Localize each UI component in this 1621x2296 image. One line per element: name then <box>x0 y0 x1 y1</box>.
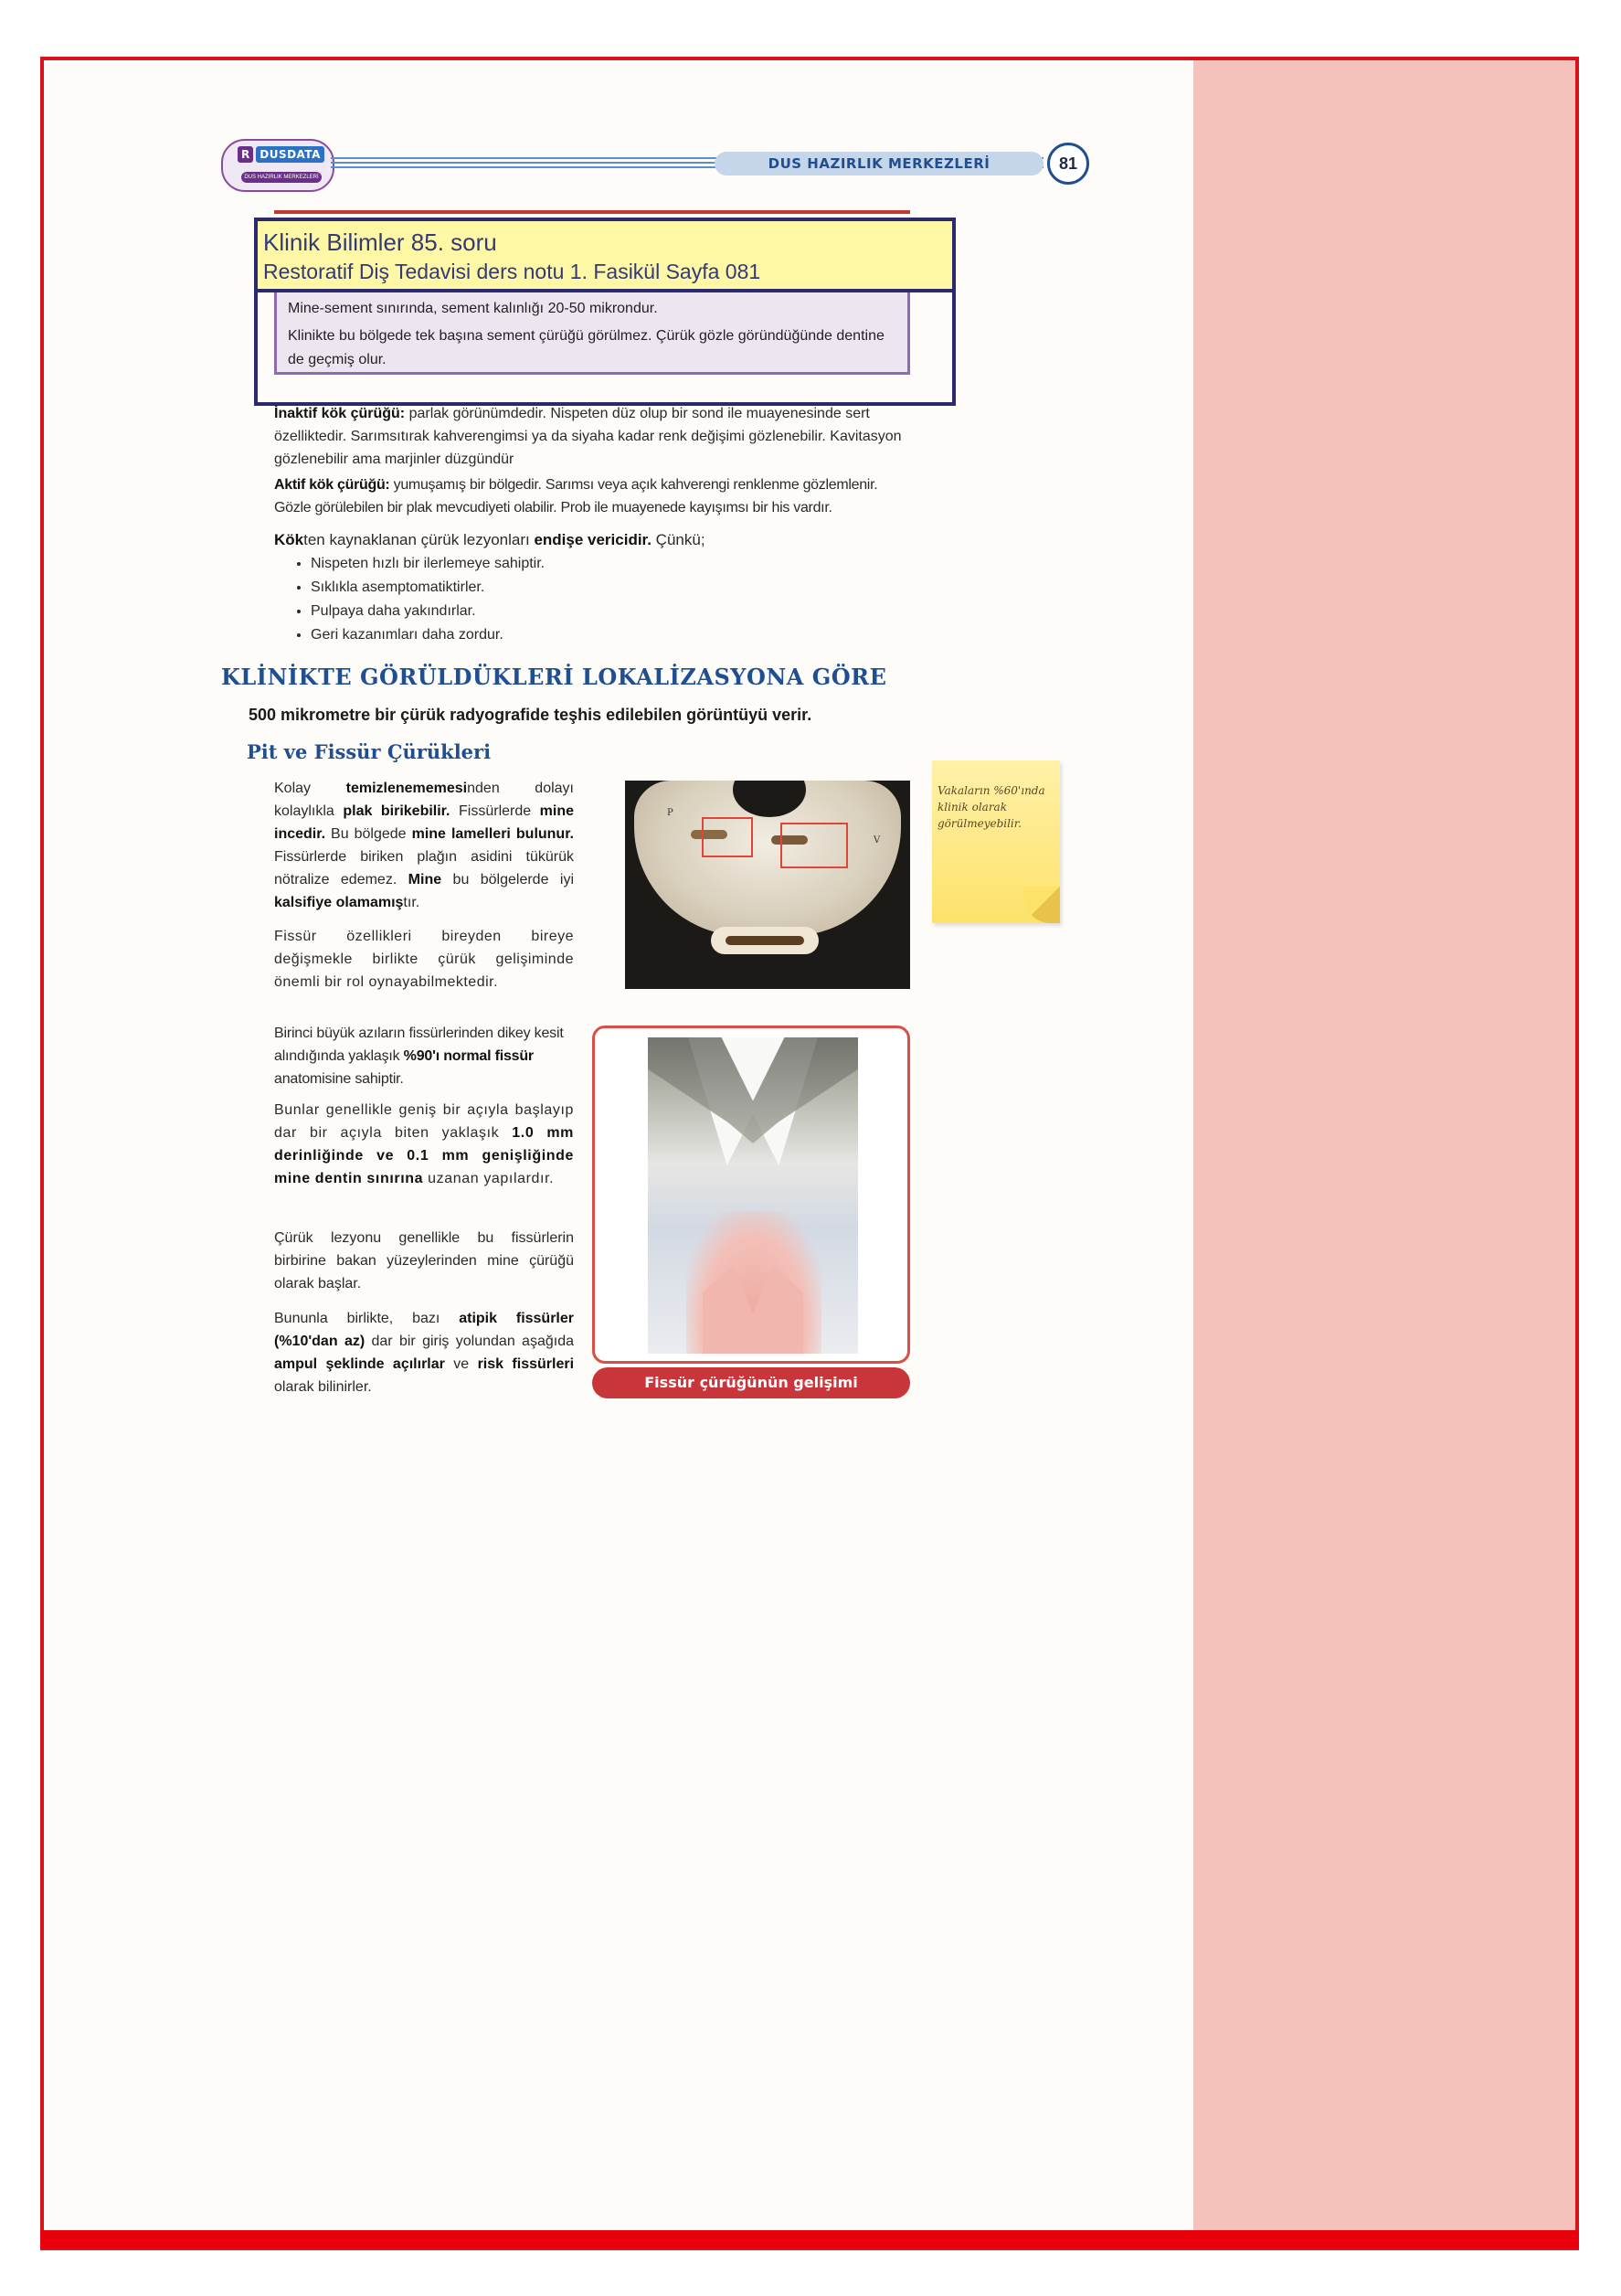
p6g: olarak bilinirler. <box>274 1379 372 1395</box>
p1f: mine incedir. <box>274 803 575 842</box>
box-top-rule <box>274 210 910 214</box>
root-caries-list <box>274 552 822 647</box>
subsection-title: Pit ve Fissür Çürükleri <box>247 740 492 763</box>
root-word: Kök <box>274 531 304 548</box>
p1h: mine lamelleri bulunur. <box>411 826 574 842</box>
active-root-caries <box>274 473 914 519</box>
inactive-root-caries <box>274 402 914 471</box>
list-item: • Pulpaya daha yakındırlar. <box>311 600 822 623</box>
info-line-1: Mine-sement sınırında, sement kalınlığı 20-50 mikrondur. <box>288 301 658 316</box>
list-item: • Nispeten hızlı bir ilerlemeye sahiptir. <box>311 552 822 576</box>
fissure-notch <box>733 781 806 817</box>
fissure-paragraph-1 <box>274 1022 576 1090</box>
p3b: %90'ı normal fissür <box>403 1048 534 1064</box>
fissure-paragraph-4 <box>274 1307 574 1398</box>
annotation-note <box>254 218 956 292</box>
p1i: Fissürlerde biriken plağın asidini tükürük nötralize edemez. <box>274 849 574 888</box>
p6a: Bununla birlikte, bazı <box>274 1311 460 1326</box>
p6c: dar bir giriş yolundan aşağıda <box>365 1334 574 1349</box>
p6d: ampul şeklinde açılırlar <box>274 1356 445 1372</box>
p1k: bu bölgelerde iyi <box>441 872 574 888</box>
root-text: ten kaynaklanan çürük lezyonları <box>303 531 535 548</box>
p3a: Birinci büyük azıların fissürlerinden dikey kesit alındığında yaklaşık <box>274 1026 564 1064</box>
page-number: 81 <box>1047 143 1089 185</box>
info-line-2: Klinikte bu bölgede tek başına sement çürüğü görülmez. Çürük gözle göründüğünde dentine de geçmiş olur. <box>288 328 885 367</box>
root-caries-intro <box>274 528 914 551</box>
active-term: Aktif kök çürüğü: <box>274 477 390 493</box>
sticky-note <box>932 760 1060 923</box>
p6e: ve <box>444 1356 478 1372</box>
highlight-box <box>780 823 848 868</box>
p1l: kalsifiye olamamış <box>274 895 404 910</box>
p1m: tır. <box>403 895 420 910</box>
fissure-figure <box>592 1026 910 1364</box>
dusdata-logo <box>221 139 334 192</box>
pit-paragraph-1 <box>274 777 574 914</box>
note-source: Restoratif Diş Tedavisi ders notu 1. Fasikül Sayfa 081 <box>263 260 761 283</box>
tooth-crown <box>634 781 901 936</box>
p4c: uzanan yapılardır. <box>423 1171 555 1186</box>
inactive-term: İnaktif kök çürüğü: <box>274 406 406 421</box>
logo-subtitle: DUS HAZIRLIK MERKEZLERİ <box>241 172 322 183</box>
p4a: Bunlar genellikle geniş bir açıyla başlayıp dar bir açıyla biten yaklaşık <box>274 1102 574 1141</box>
pit-paragraph-2: Fissür özellikleri bireyden bireye değişmekle birlikte çürük gelişiminde önemli bir rol oynayabilmektedir. <box>274 929 574 990</box>
page-curl <box>1023 887 1060 923</box>
logo-text: DUSDATA <box>256 146 324 163</box>
label-v: V <box>874 835 881 845</box>
fissure-section-image <box>648 1037 858 1354</box>
tooth-section-photo <box>625 781 910 989</box>
label-p: P <box>667 808 673 818</box>
p3c: anatomisine sahiptir. <box>274 1071 404 1087</box>
root-emph: endişe vericidir. <box>534 531 652 548</box>
p1g: Bu bölgede <box>325 826 412 842</box>
sticky-text: Vakaların %60'ında klinik olarak görülmeyebilir. <box>938 784 1045 830</box>
p1e: Fissürlerde <box>450 803 540 819</box>
root-because: Çünkü; <box>651 531 705 548</box>
bottom-bar <box>40 2230 1579 2248</box>
pulp-chamber <box>711 927 819 954</box>
p1a: Kolay <box>274 781 346 796</box>
p1d: plak birikebilir. <box>343 803 450 819</box>
note-title: Klinik Bilimler 85. soru <box>263 229 497 256</box>
logo-mark: R <box>238 146 253 163</box>
list-item: • Geri kazanımları daha zordur. <box>311 623 822 647</box>
section-title: KLİNİKTE GÖRÜLDÜKLERİ LOKALİZASYONA GÖRE <box>221 664 887 690</box>
inactive-text: parlak görünümdedir. Nispeten düz olup bir sond ile muayenesinde sert özelliktedir. Sarımsıtırak kahverengimsi ya da siyaha kadar renk değişimi gözlenebilir. Kavitasyon gözlenebilir ama marjinler düzgündür <box>274 406 902 467</box>
header-label: DUS HAZIRLIK MERKEZLERİ <box>715 152 1044 175</box>
p1c: nden dolayı kolaylıkla <box>274 781 574 819</box>
fissure-paragraph-2 <box>274 1099 574 1190</box>
p1b: temizlenememesi <box>345 781 468 796</box>
figure-caption: Fissür çürüğünün gelişimi <box>592 1367 910 1398</box>
lead-text: 500 mikrometre bir çürük radyografide teşhis edilebilen görüntüyü verir. <box>249 706 812 724</box>
fissure-paragraph-3: Çürük lezyonu genellikle bu fissürlerin birbirine bakan yüzeylerinden mine çürüğü olarak başlar. <box>274 1230 574 1292</box>
p1j: Mine <box>408 872 442 888</box>
active-text: yumuşamış bir bölgedir. Sarımsı veya açık kahverengi renklenme gözlemlenir. Gözle görülebilen bir plak mevcudiyeti olabilir. Prob ile muayenede kayışımsı bir his vardır. <box>274 477 878 516</box>
p4b: 1.0 mm derinliğinde ve 0.1 mm genişliğinde mine dentin sınırına <box>274 1125 574 1186</box>
list-item: • Sıklıkla asemptomatiktirler. <box>311 576 822 600</box>
p6f: risk fissürleri <box>477 1356 575 1372</box>
highlight-box <box>702 817 753 857</box>
p6b: atipik fissürler (%10'dan az) <box>274 1311 575 1349</box>
